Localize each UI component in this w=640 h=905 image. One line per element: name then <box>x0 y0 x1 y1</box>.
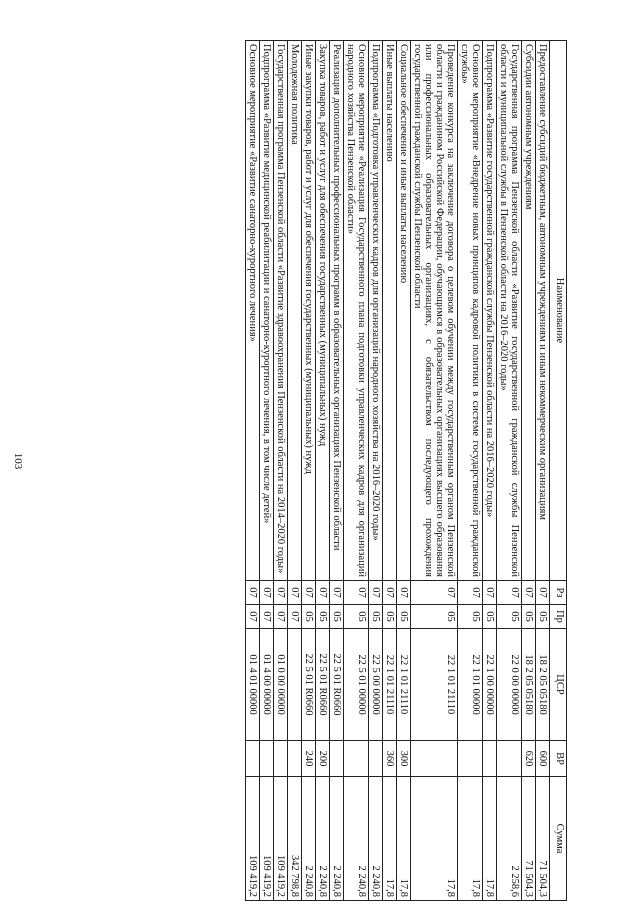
cell-pr: 05 <box>301 605 315 629</box>
cell-csr: 22 5 00 00000 <box>368 629 382 741</box>
cell-csr: 22 1 01 21110 <box>410 629 457 741</box>
cell-vr <box>457 741 482 777</box>
cell-csr: 22 5 01 R0660 <box>301 629 315 741</box>
table-row <box>343 41 368 901</box>
cell-rz: 07 <box>273 581 287 605</box>
cell-rz: 07 <box>315 581 329 605</box>
cell-pr: 05 <box>329 605 343 629</box>
cell-pr: 05 <box>315 605 329 629</box>
cell-sum: 17,8 <box>457 777 482 901</box>
cell-csr: 01 4 00 00000 <box>259 629 273 741</box>
cell-csr: 22 1 01 21110 <box>396 629 410 741</box>
cell-pr: 05 <box>343 605 368 629</box>
cell-name: Основное мероприятие «Реализация Государственного плана подготовки управленческих кадров для организаций народного хозяйства Пензенской области» <box>343 41 368 581</box>
col-rz-header: Рз <box>550 581 567 605</box>
cell-name: Социальное обеспечение и иные выплаты населению <box>396 41 410 581</box>
cell-vr <box>245 741 259 777</box>
cell-rz: 07 <box>496 581 521 605</box>
cell-csr: 18 2 05 05180 <box>521 629 535 741</box>
cell-vr: 240 <box>301 741 315 777</box>
cell-sum: 109 419,2 <box>273 777 287 901</box>
cell-rz: 07 <box>343 581 368 605</box>
cell-vr <box>329 741 343 777</box>
cell-name: Подпрограмма «Развитие медицинской реабилитации и санаторно-курортного лечения, в том числе детей» <box>259 41 273 581</box>
cell-pr: 05 <box>368 605 382 629</box>
cell-vr: 620 <box>521 741 535 777</box>
cell-sum: 2 258,6 <box>496 777 521 901</box>
cell-sum: 71 504,3 <box>535 777 549 901</box>
cell-rz: 07 <box>396 581 410 605</box>
cell-sum: 2 240,8 <box>315 777 329 901</box>
cell-name: Субсидии автономным учреждениям <box>521 41 535 581</box>
table-header-row <box>550 41 567 901</box>
cell-pr: 05 <box>382 605 396 629</box>
cell-vr <box>259 741 273 777</box>
page-number: 103 <box>12 452 24 470</box>
table-row <box>382 41 396 901</box>
cell-name: Иные выплаты населению <box>382 41 396 581</box>
cell-csr: 01 0 00 00000 <box>273 629 287 741</box>
cell-name: Предоставление субсидий бюджетным, автономным учреждениям и иным некоммерческим организациям <box>535 41 549 581</box>
cell-rz: 07 <box>287 581 301 605</box>
cell-pr: 05 <box>396 605 410 629</box>
table-row <box>368 41 382 901</box>
cell-pr: 07 <box>259 605 273 629</box>
table-row <box>301 41 315 901</box>
cell-rz: 07 <box>329 581 343 605</box>
cell-rz: 07 <box>535 581 549 605</box>
cell-vr <box>273 741 287 777</box>
table-row <box>396 41 410 901</box>
cell-csr: 22 5 01 00000 <box>343 629 368 741</box>
cell-sum: 109 419,2 <box>259 777 273 901</box>
cell-sum: 17,8 <box>410 777 457 901</box>
rotated-page <box>79 40 567 900</box>
cell-csr: 22 1 00 00000 <box>482 629 496 741</box>
table-row <box>457 41 482 901</box>
table-row <box>496 41 521 901</box>
cell-rz: 07 <box>259 581 273 605</box>
cell-sum: 2 240,8 <box>368 777 382 901</box>
cell-csr: 22 5 01 R0660 <box>329 629 343 741</box>
cell-rz: 07 <box>382 581 396 605</box>
cell-pr: 05 <box>457 605 482 629</box>
cell-sum: 342 798,8 <box>287 777 301 901</box>
cell-pr: 07 <box>273 605 287 629</box>
cell-vr: 360 <box>382 741 396 777</box>
cell-vr <box>496 741 521 777</box>
cell-name: Подпрограмма «Развитие государственной гражданской службы Пензенской области на 2016–2020 годы» <box>482 41 496 581</box>
col-name-header: Наименование <box>550 41 567 581</box>
table-row <box>535 41 549 901</box>
cell-name: Основное мероприятие «Внедрение новых принципов кадровой политики в системе государственной гражданской службы» <box>457 41 482 581</box>
cell-name: Проведение конкурса на заключение договора о целевом обучении между государственным органом Пензенской области и гражданином Российской Федерации, обучающимся в образовательных организациях высшего образования или профессиональных образовательных организациях, с обязательством последующего прохождения государственной гражданской службы Пензенской области <box>410 41 457 581</box>
cell-csr: 01 4 01 00000 <box>245 629 259 741</box>
cell-csr: 18 2 05 05180 <box>535 629 549 741</box>
cell-pr: 07 <box>287 605 301 629</box>
table-row <box>245 41 259 901</box>
cell-vr <box>287 741 301 777</box>
cell-name: Реализация дополнительных профессиональных программ в образовательных организациях Пензенской области <box>329 41 343 581</box>
cell-pr: 05 <box>410 605 457 629</box>
cell-vr <box>482 741 496 777</box>
cell-vr: 200 <box>315 741 329 777</box>
cell-name: Подпрограмма «Подготовка управленческих кадров для организаций народного хозяйства на 2016–2020 годы» <box>368 41 382 581</box>
cell-sum: 2 240,8 <box>301 777 315 901</box>
cell-name: Государственная программа Пензенской области «Развитие здравоохранения Пензенской области на 2014–2020 годы» <box>273 41 287 581</box>
cell-sum: 17,8 <box>482 777 496 901</box>
cell-name: Иные закупки товаров, работ и услуг для обеспечения государственных (муниципальных) нужд <box>301 41 315 581</box>
cell-pr: 05 <box>482 605 496 629</box>
cell-csr: 22 1 01 00000 <box>457 629 482 741</box>
cell-sum: 2 240,8 <box>343 777 368 901</box>
cell-rz: 07 <box>301 581 315 605</box>
table-row <box>410 41 457 901</box>
table-body <box>245 41 549 901</box>
cell-rz: 07 <box>368 581 382 605</box>
cell-vr: 300 <box>396 741 410 777</box>
cell-vr <box>410 741 457 777</box>
cell-sum: 17,8 <box>396 777 410 901</box>
cell-sum: 2 240,8 <box>329 777 343 901</box>
table-row <box>329 41 343 901</box>
cell-name: Государственная программа Пензенской области «Развитие государственной гражданской службы Пензенской области и муниципальной службы в Пензенской области на 2016–2020 годы» <box>496 41 521 581</box>
cell-csr: 22 1 01 21110 <box>382 629 396 741</box>
table-row <box>482 41 496 901</box>
table-row <box>273 41 287 901</box>
table-row <box>521 41 535 901</box>
table-row <box>315 41 329 901</box>
cell-vr: 600 <box>535 741 549 777</box>
cell-sum: 71 504,3 <box>521 777 535 901</box>
cell-pr: 05 <box>535 605 549 629</box>
cell-pr: 05 <box>521 605 535 629</box>
cell-vr <box>343 741 368 777</box>
cell-sum: 109 419,2 <box>245 777 259 901</box>
cell-rz: 07 <box>457 581 482 605</box>
cell-pr: 07 <box>245 605 259 629</box>
cell-rz: 07 <box>521 581 535 605</box>
cell-rz: 07 <box>245 581 259 605</box>
table-row <box>287 41 301 901</box>
cell-csr <box>287 629 301 741</box>
cell-sum: 17,8 <box>382 777 396 901</box>
col-sum-header: Сумма <box>550 777 567 901</box>
cell-csr: 22 0 00 00000 <box>496 629 521 741</box>
col-vr-header: ВР <box>550 741 567 777</box>
cell-csr: 22 5 01 R0660 <box>315 629 329 741</box>
col-csr-header: ЦСР <box>550 629 567 741</box>
cell-vr <box>368 741 382 777</box>
budget-table <box>245 40 567 901</box>
cell-pr: 05 <box>496 605 521 629</box>
table-row <box>259 41 273 901</box>
cell-rz: 07 <box>482 581 496 605</box>
col-pr-header: Пр <box>550 605 567 629</box>
cell-rz: 07 <box>410 581 457 605</box>
cell-name: Молодежная политика <box>287 41 301 581</box>
cell-name: Закупка товаров, работ и услуг для обеспечения государственных (муниципальных) нужд <box>315 41 329 581</box>
cell-name: Основное мероприятие «Развитие санаторно-курортного лечения» <box>245 41 259 581</box>
